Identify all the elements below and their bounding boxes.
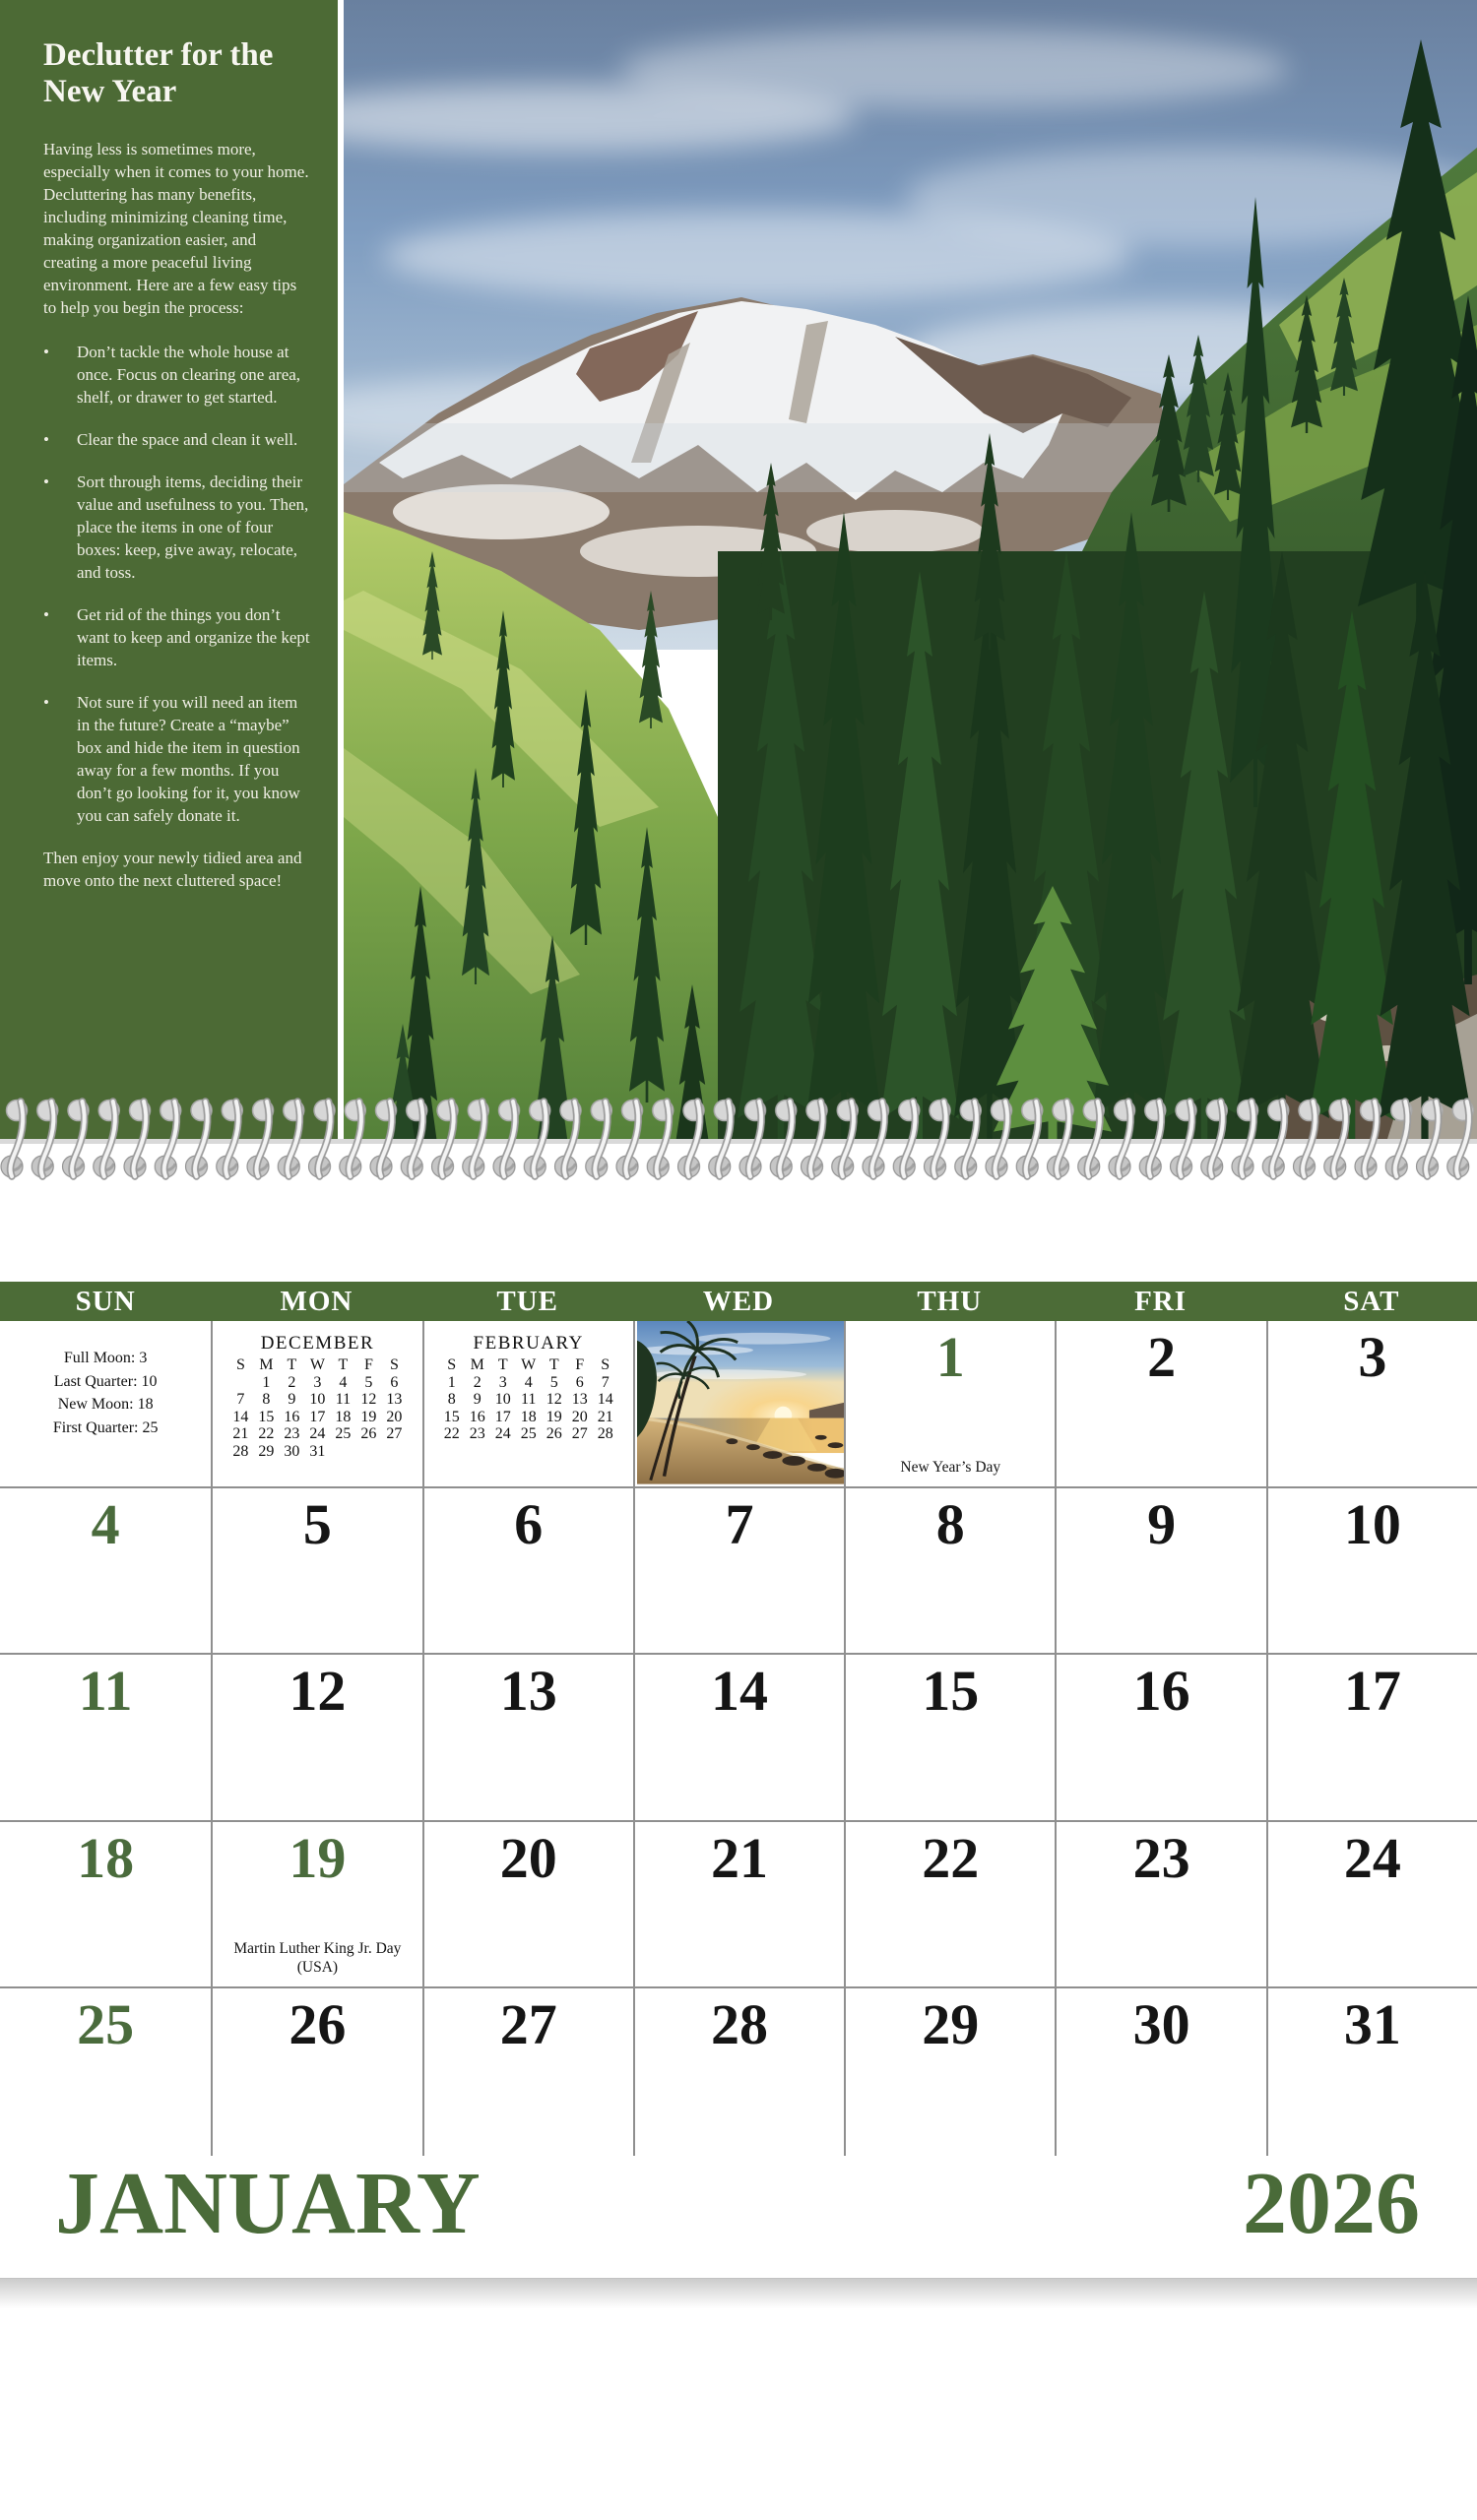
date-number: 4 bbox=[91, 1491, 120, 1556]
mini-calendar-december bbox=[213, 1321, 421, 1460]
month-title: JANUARY bbox=[55, 2155, 481, 2252]
date-cell bbox=[844, 1655, 1055, 1822]
calendar-grid bbox=[0, 1321, 1477, 2156]
article-tip: • Get rid of the things you don’t want to keep and organize the kept items. bbox=[43, 603, 312, 671]
mini-calendar-day: 7 bbox=[236, 1391, 245, 1408]
day-header: SAT bbox=[1343, 1286, 1400, 1317]
mini-calendar-day bbox=[381, 1443, 407, 1461]
year-title: 2026 bbox=[1243, 2155, 1420, 2252]
mini-calendar-day: 12 bbox=[360, 1391, 377, 1408]
mini-calendar-day: 9 bbox=[473, 1391, 482, 1408]
date-number: 30 bbox=[1132, 1992, 1190, 2057]
mini-calendar-day: T bbox=[548, 1356, 559, 1373]
date-cell bbox=[422, 1988, 633, 2156]
mini-calendar-day: 28 bbox=[232, 1442, 249, 1460]
date-number: 16 bbox=[1132, 1659, 1190, 1724]
mini-calendar-day: 23 bbox=[469, 1425, 485, 1442]
date-number: 13 bbox=[499, 1659, 557, 1724]
mini-calendar-day: 5 bbox=[364, 1373, 373, 1391]
mini-calendar-day: 17 bbox=[494, 1408, 511, 1425]
mini-calendar-day: 15 bbox=[258, 1408, 275, 1425]
mini-calendar-day: 10 bbox=[309, 1391, 326, 1408]
mini-calendar-day: 8 bbox=[447, 1391, 456, 1408]
moon-phase-line: Last Quarter: 10 bbox=[53, 1372, 158, 1390]
date-number: 11 bbox=[78, 1659, 133, 1724]
mini-calendar-day: 11 bbox=[521, 1391, 537, 1408]
moon-phase-line: Full Moon: 3 bbox=[63, 1350, 148, 1366]
date-number: 12 bbox=[289, 1659, 347, 1724]
article-tip: • Not sure if you will need an item in the future? Create a “maybe” box and hide the item in question away for a few months. If you don’t go looking for it, you know you can safely donate it. bbox=[43, 691, 312, 827]
date-number: 20 bbox=[499, 1825, 557, 1890]
article-tip: • Sort through items, deciding their value and usefulness to you. Then, place the items in one of four boxes: keep, give away, relocate, and toss. bbox=[43, 471, 312, 584]
date-number: 28 bbox=[710, 1992, 768, 2057]
mini-calendar-day: 22 bbox=[443, 1425, 460, 1442]
mini-calendar-day bbox=[227, 1374, 253, 1392]
mini-calendar-day: 16 bbox=[469, 1408, 485, 1425]
date-number: 17 bbox=[1343, 1659, 1401, 1724]
date-cell bbox=[1266, 1321, 1477, 1488]
date-cell bbox=[0, 1822, 211, 1989]
mini-calendar-day: F bbox=[575, 1356, 585, 1373]
day-header: MON bbox=[280, 1286, 353, 1317]
mini-calendar-day: 7 bbox=[601, 1373, 610, 1391]
mini-calendar-title: DECEMBER bbox=[260, 1333, 375, 1354]
mini-calendar-day: 10 bbox=[494, 1391, 511, 1408]
date-number: 18 bbox=[77, 1825, 135, 1890]
date-number: 14 bbox=[710, 1659, 768, 1724]
mini-calendar-title: FEBRUARY bbox=[473, 1333, 584, 1354]
holiday-label: Martin Luther King Jr. Day (USA) bbox=[233, 1940, 402, 1977]
mini-calendar-day: 18 bbox=[335, 1408, 352, 1425]
mini-calendar-day: W bbox=[309, 1356, 325, 1373]
spiral-binding bbox=[0, 1095, 1477, 1189]
mini-calendar-day: M bbox=[259, 1356, 274, 1373]
mini-calendar-day: 13 bbox=[571, 1391, 588, 1408]
date-cell bbox=[0, 1655, 211, 1822]
mini-calendar-day: 21 bbox=[232, 1425, 249, 1442]
date-number: 6 bbox=[514, 1491, 544, 1556]
date-cell bbox=[0, 1988, 211, 2156]
day-header: WED bbox=[702, 1286, 775, 1317]
article-title: Declutter for the New Year bbox=[43, 37, 274, 109]
mini-calendar-day: 1 bbox=[447, 1373, 456, 1391]
date-cell bbox=[1266, 1988, 1477, 2156]
date-cell bbox=[633, 1822, 844, 1989]
date-number: 10 bbox=[1343, 1491, 1401, 1556]
top-page bbox=[0, 0, 1477, 1144]
date-number: 7 bbox=[725, 1491, 754, 1556]
date-cell bbox=[844, 1822, 1055, 1989]
mini-calendar-day: 30 bbox=[284, 1442, 300, 1460]
beach-sunset-illustration bbox=[637, 1321, 844, 1484]
mini-calendar-day: 14 bbox=[232, 1408, 249, 1425]
date-number: 23 bbox=[1132, 1825, 1190, 1890]
date-cell bbox=[1266, 1655, 1477, 1822]
mini-calendar-day: W bbox=[521, 1356, 537, 1373]
date-number: 22 bbox=[922, 1825, 980, 1890]
mini-calendar-day bbox=[355, 1443, 381, 1461]
mountain-photo bbox=[344, 0, 1477, 1139]
mini-calendar-day: 15 bbox=[443, 1408, 460, 1425]
mini-calendar-day: S bbox=[601, 1356, 610, 1373]
beach-photo bbox=[637, 1321, 844, 1484]
date-number: 9 bbox=[1147, 1491, 1177, 1556]
mini-calendar-day: 24 bbox=[494, 1425, 511, 1442]
article-outro: Then enjoy your newly tidied area and move onto the next cluttered space! bbox=[43, 849, 302, 890]
date-number: 15 bbox=[922, 1659, 980, 1724]
date-cell bbox=[422, 1488, 633, 1656]
date-number: 29 bbox=[922, 1992, 980, 2057]
date-cell bbox=[633, 1988, 844, 2156]
date-cell bbox=[211, 1822, 421, 1989]
article-intro: Having less is sometimes more, especially when it comes to your home. Decluttering has many benefits, including minimizing cleaning time, making organization easier, and creating a more peaceful living environment. Here are a few easy tips to help you begin the process: bbox=[43, 140, 309, 317]
day-header: SUN bbox=[75, 1286, 136, 1317]
mini-calendar-february bbox=[424, 1321, 633, 1443]
mini-calendar-day: 27 bbox=[571, 1425, 588, 1442]
date-cell bbox=[844, 1321, 1055, 1488]
date-number: 1 bbox=[935, 1325, 965, 1389]
mini-calendar-day: 8 bbox=[262, 1391, 271, 1408]
date-number: 8 bbox=[935, 1491, 965, 1556]
mini-calendar-day: 6 bbox=[575, 1373, 584, 1391]
day-header: THU bbox=[917, 1286, 983, 1317]
date-number: 24 bbox=[1343, 1825, 1401, 1890]
mini-calendar-day: T bbox=[287, 1356, 297, 1373]
moon-phase-list bbox=[0, 1347, 211, 1439]
mini-calendar-day: 26 bbox=[546, 1425, 562, 1442]
mountain-scene-illustration bbox=[344, 0, 1477, 1139]
mini-calendar-day: 19 bbox=[546, 1408, 562, 1425]
mini-calendar-day: 13 bbox=[386, 1391, 403, 1408]
mini-calendar-day: 27 bbox=[386, 1425, 403, 1442]
mini-calendar-day: 22 bbox=[258, 1425, 275, 1442]
mini-calendar-day: 4 bbox=[524, 1373, 533, 1391]
mini-calendar-day: 11 bbox=[335, 1391, 352, 1408]
date-number: 2 bbox=[1147, 1325, 1177, 1389]
mini-calendar-day: 9 bbox=[288, 1391, 296, 1408]
mini-calendar-day: 25 bbox=[335, 1425, 352, 1442]
mini-calendar-day: 29 bbox=[258, 1442, 275, 1460]
date-cell bbox=[0, 1488, 211, 1656]
date-number: 27 bbox=[499, 1992, 557, 2057]
date-number: 21 bbox=[710, 1825, 768, 1890]
date-cell bbox=[211, 1655, 421, 1822]
mini-calendar-day: T bbox=[497, 1356, 508, 1373]
mini-calendar-day: 1 bbox=[262, 1373, 271, 1391]
article-sidebar bbox=[0, 0, 338, 1139]
mini-calendar-day: 28 bbox=[597, 1425, 613, 1442]
date-number: 3 bbox=[1358, 1325, 1387, 1389]
date-cell bbox=[844, 1488, 1055, 1656]
mini-calendar-day: 4 bbox=[339, 1373, 348, 1391]
mini-calendar-day: 16 bbox=[284, 1408, 300, 1425]
mini-calendar-day: T bbox=[338, 1356, 349, 1373]
article-tip: • Clear the space and clean it well. bbox=[43, 428, 312, 451]
date-cell bbox=[1055, 1655, 1265, 1822]
date-number: 26 bbox=[289, 1992, 347, 2057]
mini-calendar-day: 26 bbox=[360, 1425, 377, 1442]
mini-calendar-day: 2 bbox=[288, 1373, 296, 1391]
date-cell bbox=[1055, 1321, 1265, 1488]
mini-calendar-february-cell bbox=[422, 1321, 633, 1488]
holiday-label: New Year’s Day bbox=[900, 1458, 1001, 1476]
mini-calendar-day: 18 bbox=[520, 1408, 537, 1425]
date-cell bbox=[1055, 1988, 1265, 2156]
mini-calendar-day: 25 bbox=[520, 1425, 537, 1442]
mini-calendar-day: 3 bbox=[313, 1373, 322, 1391]
mini-calendar-day: 20 bbox=[571, 1408, 588, 1425]
mini-calendar-day: 21 bbox=[597, 1408, 613, 1425]
date-cell bbox=[422, 1655, 633, 1822]
date-cell bbox=[1266, 1822, 1477, 1989]
date-cell bbox=[422, 1822, 633, 1989]
mini-calendar-day bbox=[330, 1443, 355, 1461]
beach-photo-cell bbox=[633, 1321, 844, 1488]
day-header: FRI bbox=[1134, 1286, 1188, 1317]
date-cell bbox=[1266, 1488, 1477, 1656]
date-cell bbox=[844, 1988, 1055, 2156]
mini-calendar-day: 19 bbox=[360, 1408, 377, 1425]
page-bottom-edge bbox=[0, 2278, 1477, 2308]
date-cell bbox=[1055, 1488, 1265, 1656]
mini-calendar-day: S bbox=[389, 1356, 399, 1373]
moon-phase-line: First Quarter: 25 bbox=[52, 1418, 159, 1436]
date-number: 5 bbox=[302, 1491, 332, 1556]
mini-calendar-day: 14 bbox=[597, 1391, 613, 1408]
date-cell bbox=[633, 1488, 844, 1656]
mini-calendar-day: 3 bbox=[498, 1373, 507, 1391]
mini-calendar-day: 23 bbox=[284, 1425, 300, 1442]
day-header: TUE bbox=[496, 1286, 559, 1317]
date-cell bbox=[211, 1488, 421, 1656]
mini-calendar-day: S bbox=[235, 1356, 245, 1373]
date-cell bbox=[633, 1655, 844, 1822]
mini-calendar-day: 6 bbox=[390, 1373, 399, 1391]
date-number: 19 bbox=[289, 1825, 347, 1890]
mini-calendar-day: 2 bbox=[473, 1373, 482, 1391]
article-tip: • Don’t tackle the whole house at once. Focus on clearing one area, shelf, or drawer to get started. bbox=[43, 341, 312, 409]
mini-calendar-day: 31 bbox=[309, 1442, 326, 1460]
moon-phase-line: New Moon: 18 bbox=[57, 1396, 154, 1413]
date-cell bbox=[1055, 1822, 1265, 1989]
mini-calendar-day: 5 bbox=[549, 1373, 558, 1391]
moon-phase-cell bbox=[0, 1321, 211, 1488]
day-of-week-header bbox=[0, 1282, 1477, 1321]
date-cell bbox=[211, 1988, 421, 2156]
mini-calendar-day: 17 bbox=[309, 1408, 326, 1425]
date-number: 31 bbox=[1343, 1992, 1401, 2057]
mini-calendar-december-cell bbox=[211, 1321, 421, 1488]
mini-calendar-day: 24 bbox=[309, 1425, 326, 1442]
mini-calendar-day: 20 bbox=[386, 1408, 403, 1425]
mini-calendar-day: S bbox=[447, 1356, 457, 1373]
mini-calendar-day: 12 bbox=[546, 1391, 562, 1408]
mini-calendar-day: M bbox=[470, 1356, 484, 1373]
mini-calendar-day: F bbox=[363, 1356, 373, 1373]
article-tips bbox=[43, 341, 312, 827]
date-number: 25 bbox=[77, 1992, 135, 2057]
